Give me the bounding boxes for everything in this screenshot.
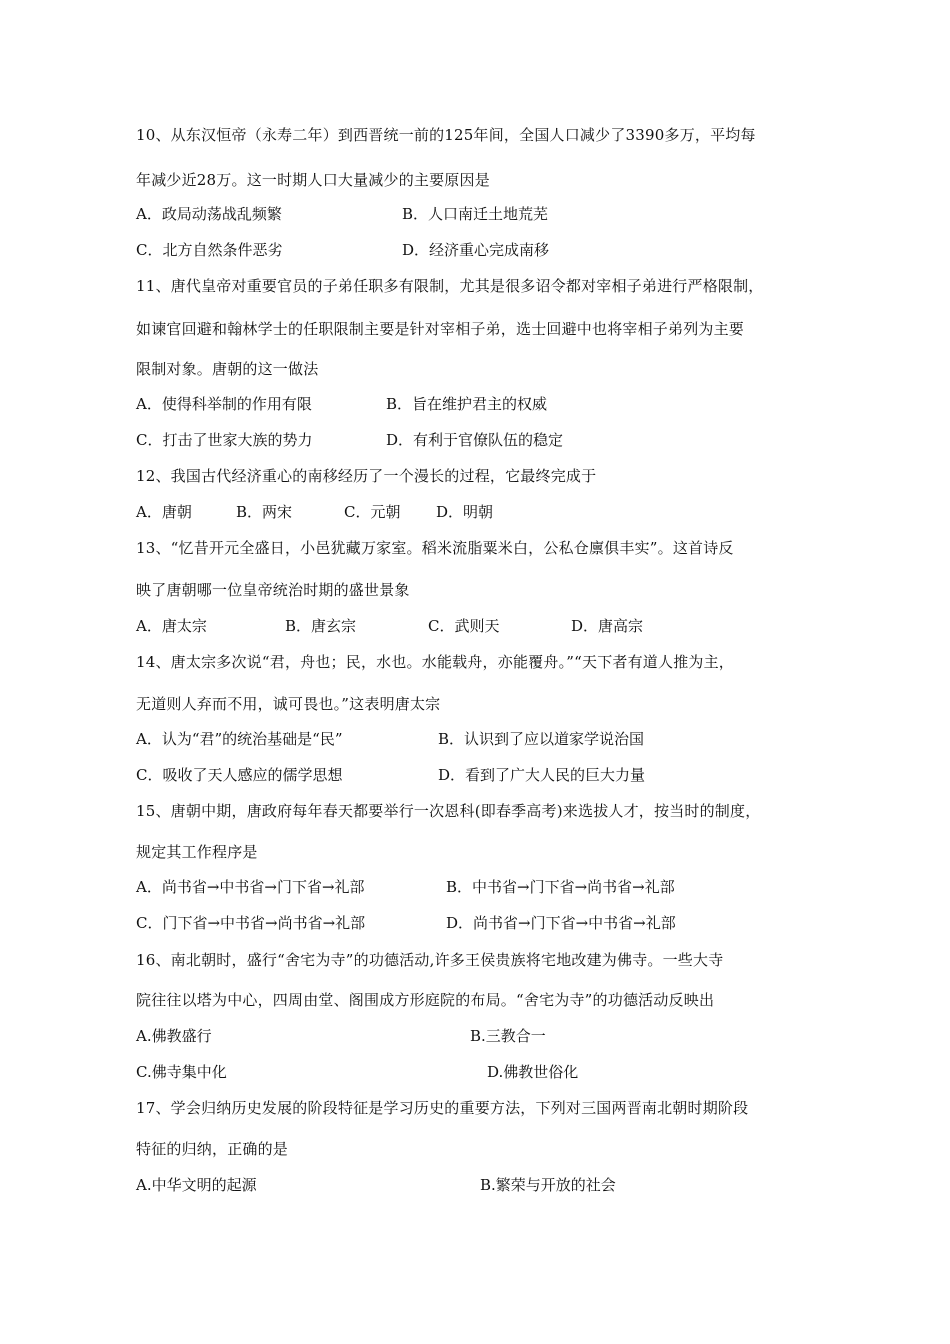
question-13-option-d: D．唐高宗 <box>571 617 644 635</box>
question-11-option-c: C．打击了世家大族的势力 <box>136 431 313 449</box>
question-11-option-a: A．使得科举制的作用有限 <box>136 395 312 413</box>
question-16-option-a: A.佛教盛行 <box>136 1027 212 1045</box>
question-17-stem-line-2: 特征的归纳，正确的是 <box>136 1140 289 1158</box>
question-11-stem-line-1: 11、唐代皇帝对重要官员的子弟任职多有限制，尤其是很多诏令都对宰相子弟进行严格限制， <box>136 277 764 295</box>
question-16-stem-line-1: 16、南北朝时，盛行“舍宅为寺”的功德活动,许多王侯贵族将宅地改建为佛寺。一些大寺 <box>136 951 724 969</box>
question-12-option-d: D．明朝 <box>436 503 494 521</box>
question-15-stem-line-1: 15、唐朝中期，唐政府每年春天都要举行一次恩科(即春季高考)来选拔人才，按当时的制度， <box>136 802 761 820</box>
question-12-option-b: B．两宋 <box>236 503 293 521</box>
question-16-stem-line-2: 院往往以塔为中心，四周由堂、阁围成方形庭院的布局。“舍宅为寺”的功德活动反映出 <box>136 991 715 1009</box>
question-13-stem-line-1: 13、“忆昔开元全盛日，小邑犹藏万家室。稻米流脂粟米白，公私仓廪俱丰实”。这首诗反 <box>136 539 734 557</box>
question-12-stem-line-1: 12、我国古代经济重心的南移经历了一个漫长的过程，它最终完成于 <box>136 467 597 485</box>
question-14-option-b: B．认识到了应以道家学说治国 <box>438 730 645 748</box>
question-10-option-b: B．人口南迁土地荒芜 <box>402 205 549 223</box>
question-15-stem-line-2: 规定其工作程序是 <box>136 843 258 861</box>
question-10-option-a: A．政局动荡战乱频繁 <box>136 205 282 223</box>
question-10-stem-line-2: 年减少近28万。这一时期人口大量减少的主要原因是 <box>136 171 490 189</box>
question-10-option-d: D．经济重心完成南移 <box>402 241 550 259</box>
question-14-option-a: A．认为“君”的统治基础是“民” <box>136 730 343 748</box>
question-12-option-c: C．元朝 <box>344 503 401 521</box>
question-14-option-c: C．吸收了天人感应的儒学思想 <box>136 766 343 784</box>
question-17-stem-line-1: 17、学会归纳历史发展的阶段特征是学习历史的重要方法，下列对三国两晋南北朝时期阶段 <box>136 1099 749 1117</box>
question-17-option-b: B.繁荣与开放的社会 <box>480 1176 616 1194</box>
question-15-option-a: A．尚书省→中书省→门下省→礼部 <box>136 878 365 896</box>
question-11-stem-line-2: 如谏官回避和翰林学士的任职限制主要是针对宰相子弟，选士回避中也将宰相子弟列为主要 <box>136 320 745 338</box>
question-10-stem-line-1: 10、从东汉恒帝（永寿二年）到西晋统一前的125年间，全国人口减少了3390多万，平均每 <box>136 126 756 144</box>
question-17-option-a: A.中华文明的起源 <box>136 1176 257 1194</box>
question-15-option-d: D．尚书省→门下省→中书省→礼部 <box>446 914 676 932</box>
question-16-option-b: B.三教合一 <box>470 1027 546 1045</box>
question-11-option-b: B．旨在维护君主的权威 <box>386 395 548 413</box>
question-14-stem-line-1: 14、唐太宗多次说“君，舟也；民，水也。水能载舟，亦能覆舟。”“天下者有道人推为主， <box>136 653 734 671</box>
question-13-option-b: B．唐玄宗 <box>285 617 357 635</box>
question-12-option-a: A．唐朝 <box>136 503 192 521</box>
question-16-option-c: C.佛寺集中化 <box>136 1063 227 1081</box>
question-16-option-d: D.佛教世俗化 <box>487 1063 579 1081</box>
question-11-option-d: D．有利于官僚队伍的稳定 <box>386 431 564 449</box>
question-15-option-c: C．门下省→中书省→尚书省→礼部 <box>136 914 366 932</box>
question-13-stem-line-2: 映了唐朝哪一位皇帝统治时期的盛世景象 <box>136 581 410 599</box>
question-15-option-b: B．中书省→门下省→尚书省→礼部 <box>446 878 675 896</box>
question-13-option-c: C．武则天 <box>428 617 500 635</box>
question-14-option-d: D．看到了广大人民的巨大力量 <box>438 766 646 784</box>
question-13-option-a: A．唐太宗 <box>136 617 207 635</box>
question-10-option-c: C．北方自然条件恶劣 <box>136 241 283 259</box>
question-14-stem-line-2: 无道则人弃而不用，诚可畏也。”这表明唐太宗 <box>136 695 441 713</box>
question-11-stem-line-3: 限制对象。唐朝的这一做法 <box>136 360 319 378</box>
